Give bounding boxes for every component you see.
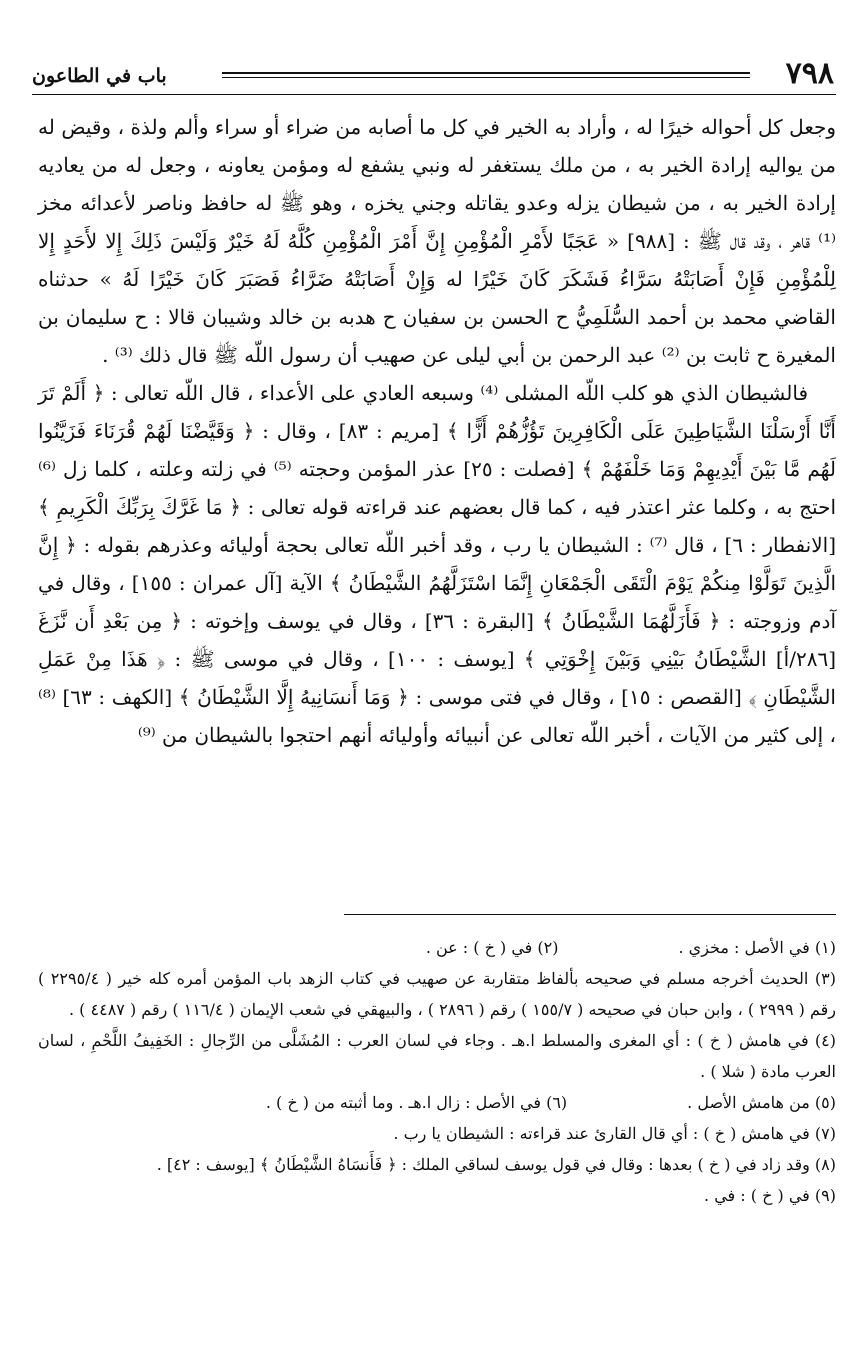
footnote-2: (٢) في ( خ ) : عن . xyxy=(425,938,559,957)
footnote-4: (٤) في هامش ( خ ) : أي المغرى والمسلط ا.هـ . وجاء في لسان العرب : المُشَلَّى من الرِّجالِ : الخَفِيفُ اللَّحْمِ ، لسان العرب مادة ( شلا ) . xyxy=(38,1031,836,1081)
header-rule-bottom xyxy=(32,94,836,95)
footnote-separator xyxy=(344,914,836,915)
page-number: ٧٩٨ xyxy=(785,56,834,91)
page-header xyxy=(32,58,836,98)
footnote-row-5-6 xyxy=(38,1087,836,1118)
footnote-6: (٦) في الأصل : زال ا.هـ . وما أثبته من ( خ ) . xyxy=(265,1093,568,1112)
footnote-5: (٥) من هامش الأصل . xyxy=(687,1093,836,1112)
paragraph-1: وجعل كل أحواله خيرًا له ، وأراد به الخير في كل ما أصابه من ضراء أو سراء وألم ولذة ، وقيض له من يواليه إرادة الخير به ، من ملك يستغفر له ونبي يشفع له ومؤمن يعاونه ، وجعل له من يعاديه إرادة الخير به ، من شيطان يزله وعدو يقاتله وجني يخزه ، وهو ﷺ له حافظ وناصر لأعدائه مخز ⁽¹⁾ قاهر ، وقد قال ﷺ : [٩٨٨] « عَجَبًا لأَمْرِ الْمُؤْمِنِ إِنَّ أَمْرَ الْمُؤْمِنِ كُلَّهُ لَهُ خَيْرٌ وَلَيْسَ ذَلِكَ إِلا لأَحَدٍ إِلا لِلْمُؤْمِنِ فَإِنْ أَصَابَتْهُ سَرَّاءُ فَشَكَرَ كَانَ خَيْرًا له وَإِنْ أَصَابَتْهُ ضَرَّاءُ فَصَبَرَ كَانَ خَيْرًا لَهُ » حدثناه القاضي محمد بن أحمد السُّلَمِيُّ ح الحسن بن سفيان ح هدبه بن خالد وشيبان قالا : ح سليمان بن المغيرة ح ثابت بن ⁽²⁾ عبد الرحمن بن أبي ليلى عن صهيب أن رسول اللّه ﷺ قال ذلك ⁽³⁾ . xyxy=(38,115,837,367)
footnote-8: (٨) وقد زاد في ( خ ) بعدها : وقال في قول يوسف لساقي الملك : ﴿ فَأَنسَاهُ الشَّيْطَانُ ﴾ [يوسف : ٤٢] . xyxy=(156,1155,836,1174)
footnote-1: (١) في الأصل : مخزي . xyxy=(678,938,836,957)
main-text xyxy=(38,108,836,754)
header-rule-second xyxy=(222,77,750,78)
footnote-row-1-2 xyxy=(38,932,836,963)
running-title: باب في الطاعون xyxy=(32,65,167,87)
footnote-9: (٩) في ( خ ) : في . xyxy=(704,1186,836,1205)
footnote-3: (٣) الحديث أخرجه مسلم في صحيحه بألفاظ متقاربة عن صهيب في كتاب الزهد باب المؤمن أمره كله خير ( ٢٢٩٥/٤ ) رقم ( ٢٩٩٩ ) ، وابن حبان في صحيحه ( ١٥٥/٧ ) رقم ( ٢٨٩٦ ) ، والبيهقي في شعب الإيمان ( ١١٦/٤ ) رقم ( ٤٤٨٧ ) . xyxy=(38,969,837,1019)
header-rule-top xyxy=(222,72,750,74)
paragraph-2: فالشيطان الذي هو كلب اللّه المشلى ⁽⁴⁾ وسبعه العادي على الأعداء ، قال اللّه تعالى : ﴿ أَلَمْ تَرَ أَنَّا أَرْسَلْنَا الشَّيَاطِينَ عَلَى الْكَافِرِينَ تَؤُزُّهُمْ أَزًّا ﴾ [مريم : ٨٣] ، وقال : ﴿ وَقَيَّضْنَا لَهُمْ قُرَنَاءَ فَزَيَّنُوا لَهُم مَّا بَيْنَ أَيْدِيهِمْ وَمَا خَلْفَهُمْ ﴾ [فصلت : ٢٥] عذر المؤمن وحجته ⁽⁵⁾ في زلته وعلته ، كلما زل ⁽⁶⁾ احتج به ، وكلما عثر اعتذر فيه ، كما قال بعضهم عند قراءته قوله تعالى : ﴿ مَا غَرَّكَ بِرَبِّكَ الْكَرِيمِ ﴾ [الانفطار : ٦] ، قال ⁽⁷⁾ : الشيطان يا رب ، وقد أخبر اللّه تعالى بحجة أوليائه وعذرهم بقوله : ﴿ إِنَّ الَّذِينَ تَوَلَّوْا مِنكُمْ يَوْمَ الْتَقَى الْجَمْعَانِ إِنَّمَا اسْتَزَلَّهُمُ الشَّيْطَانُ ﴾ الآية [آل عمران : ١٥٥] ، وقال في آدم وزوجته : ﴿ فَأَزَلَّهُمَا الشَّيْطَانُ ﴾ [البقرة : ٣٦] ، وقال في يوسف وإخوته : ﴿ مِن بَعْدِ أَن نَّزَغَ [٢٨٦/أ] الشَّيْطَانُ بَيْنِي وَبَيْنَ إِخْوَتِي ﴾ [يوسف : ١٠٠] ، وقال في موسى ﷺ : ﴿ هَذَا مِنْ عَمَلِ الشَّيْطَانِ ﴾ [القصص : ١٥] ، وقال في فتى موسى : ﴿ وَمَا أَنسَانِيهُ إِلَّا الشَّيْطَانُ ﴾ [الكهف : ٦٣] ⁽⁸⁾ ، إلى كثير من الآيات ، أخبر اللّه تعالى عن أنبيائه وأوليائه أنهم احتجوا بالشيطان من ⁽⁹⁾ xyxy=(38,381,837,747)
footnote-7: (٧) في هامش ( خ ) : أي قال القارئ عند قراءته : الشيطان يا رب . xyxy=(393,1124,836,1143)
footnotes xyxy=(38,932,836,1211)
